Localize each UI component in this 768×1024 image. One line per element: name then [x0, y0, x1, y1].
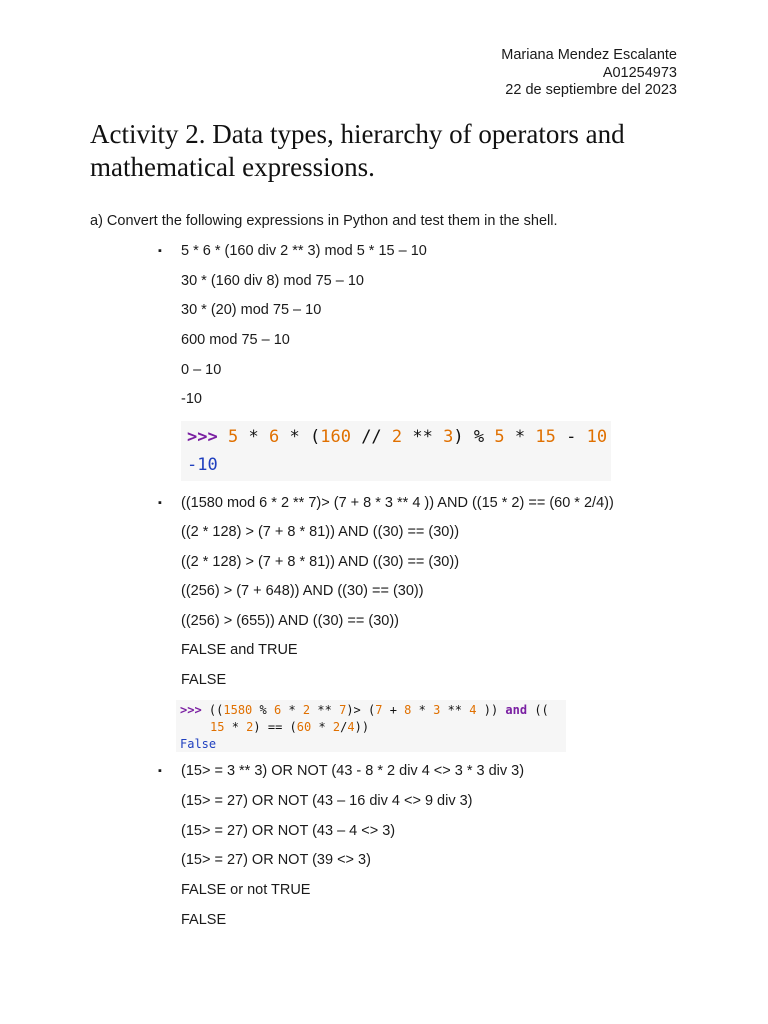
problem2-step: ((256) > (7 + 648)) AND ((30) == (30)) — [181, 583, 424, 599]
problem2-step: ((256) > (655)) AND ((30) == (30)) — [181, 613, 399, 629]
document-title: Activity 2. Data types, hierarchy of operators and mathematical expressions. — [90, 119, 625, 182]
author-name: Mariana Mendez Escalante — [501, 47, 677, 63]
shell-output: False — [180, 737, 217, 751]
code-token: 5 — [227, 427, 239, 447]
problem2-step: ((2 * 128) > (7 + 8 * 81)) AND ((30) == (30)) — [181, 524, 460, 540]
code-token: 10 — [586, 427, 608, 447]
bullet-icon: ▪ — [158, 765, 162, 777]
problem3-step: (15> = 3 ** 3) OR NOT (43 - 8 * 2 div 4 <> 3 * 3 div 3) — [181, 763, 525, 779]
student-id: A01254973 — [602, 64, 677, 81]
problem3-step: (15> = 27) OR NOT (43 – 16 div 4 <> 9 div 3) — [181, 793, 473, 809]
problem2-step: ((1580 mod 6 * 2 ** 7)> (7 + 8 * 3 ** 4 )) AND ((15 * 2) == (60 * 2/4)) — [181, 495, 614, 511]
code-token: 6 — [268, 427, 280, 447]
shell-prompt: >>> — [180, 703, 202, 717]
code-token: * — [289, 427, 300, 447]
problem2-step: FALSE and TRUE — [181, 642, 298, 658]
code-line: >>> ((1580 % 6 * 2 ** 7)> (7 + 8 * 3 ** 4 )) and (( — [180, 703, 549, 717]
code-token: - — [566, 427, 577, 447]
code-line: 15 * 2) == (60 * 2/4)) — [210, 720, 370, 734]
problem2-step: FALSE — [181, 672, 227, 688]
problem3-step: FALSE — [181, 912, 227, 928]
code-token: % — [473, 427, 485, 447]
code-token: ** — [412, 427, 433, 447]
python-shell-snippet-1 — [181, 421, 611, 481]
bullet-icon: ▪ — [158, 497, 162, 509]
problem3-step: (15> = 27) OR NOT (39 <> 3) — [181, 852, 371, 868]
code-token: * — [248, 427, 259, 447]
code-token: ( — [309, 427, 321, 447]
shell-output: -10 — [187, 455, 218, 475]
code-token: 160 — [320, 427, 351, 447]
code-token: 3 — [443, 427, 454, 447]
problem1-step: 5 * 6 * (160 div 2 ** 3) mod 5 * 15 – 10 — [181, 243, 427, 259]
bullet-icon: ▪ — [158, 245, 162, 257]
problem1-step: 600 mod 75 – 10 — [181, 332, 290, 348]
problem1-step: 30 * (20) mod 75 – 10 — [181, 302, 322, 318]
code-token: 2 — [391, 427, 403, 447]
code-line — [187, 423, 611, 451]
instructions: a) Convert the following expressions in Python and test them in the shell. — [90, 213, 558, 229]
shell-prompt: >>> — [187, 427, 218, 447]
code-token: * — [514, 427, 526, 447]
problem3-step: FALSE or not TRUE — [181, 882, 311, 898]
problem1-step: 30 * (160 div 8) mod 75 – 10 — [181, 273, 364, 289]
code-token: 5 — [494, 427, 505, 447]
code-token: 15 — [535, 427, 556, 447]
code-token: // — [361, 427, 382, 447]
author-header — [501, 47, 677, 100]
problem3-step: (15> = 27) OR NOT (43 – 4 <> 3) — [181, 823, 396, 839]
problem2-step: ((2 * 128) > (7 + 8 * 81)) AND ((30) == (30)) — [181, 554, 460, 570]
problem1-step: -10 — [181, 391, 202, 407]
python-shell-snippet-2 — [176, 700, 566, 752]
document-date: 22 de septiembre del 2023 — [505, 82, 677, 98]
problem1-step: 0 – 10 — [181, 362, 222, 378]
code-token: ) — [453, 427, 464, 447]
